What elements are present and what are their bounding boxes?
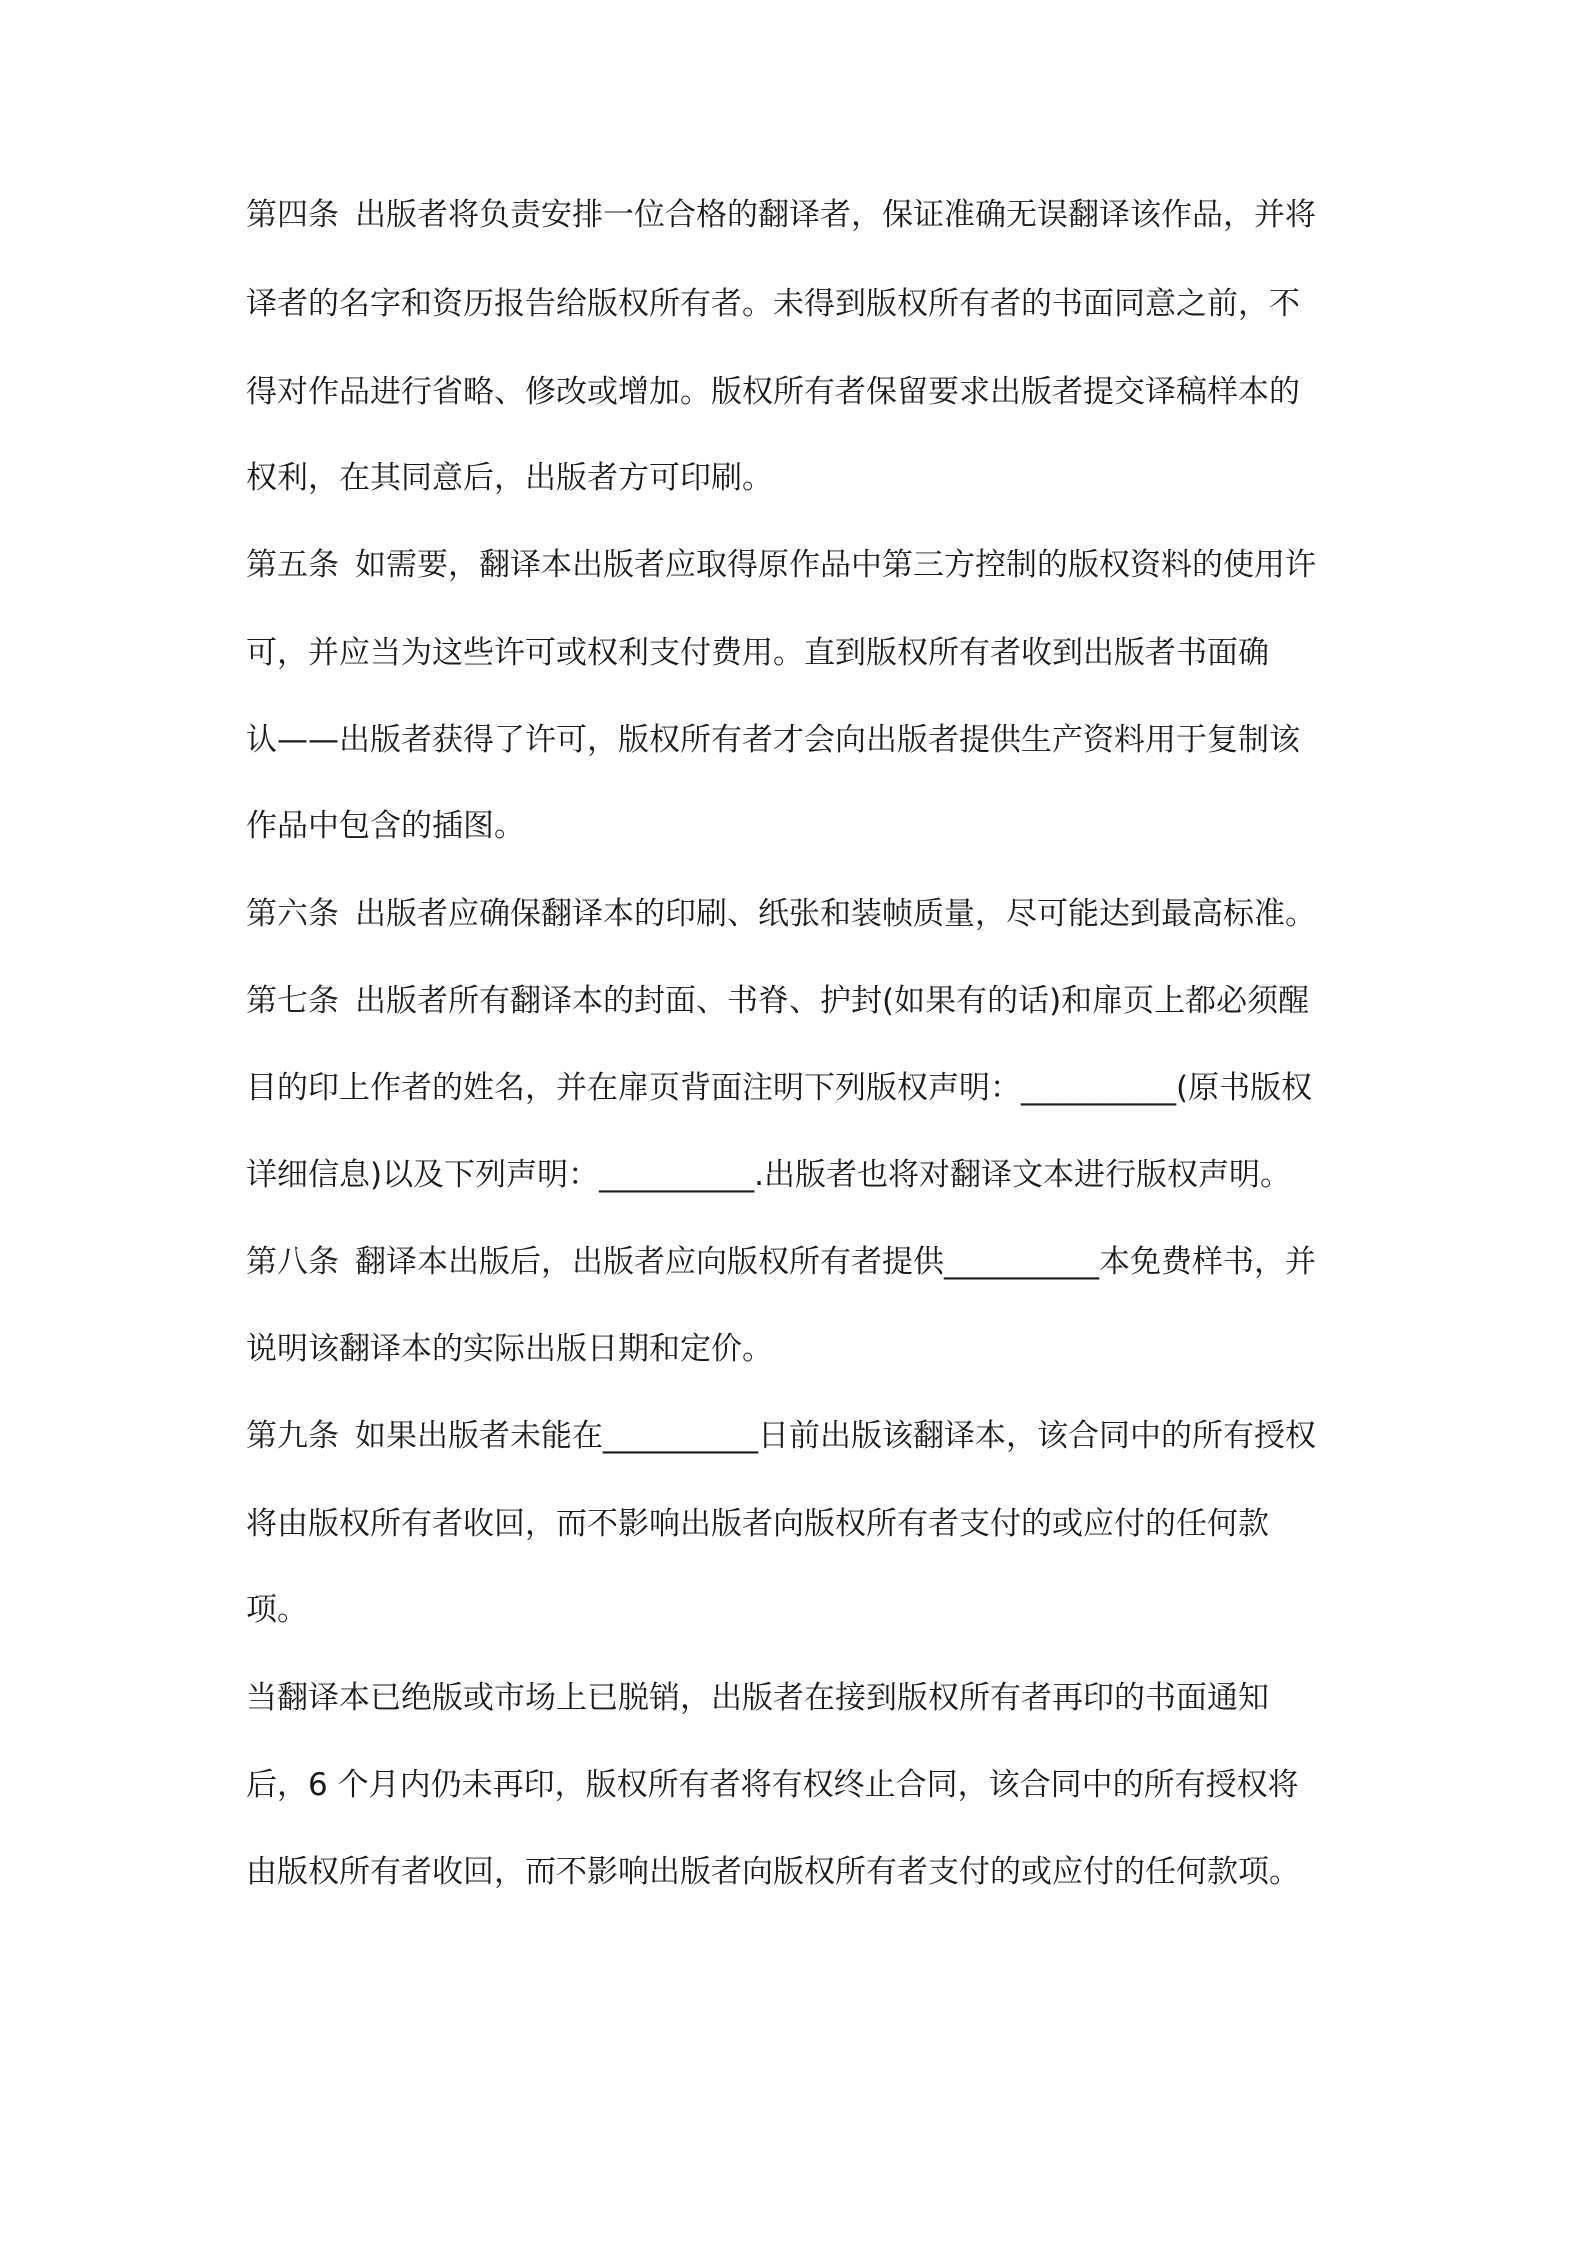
line-text: 如果出版者未能在__________日前出版该翻译本，该合同中的所有授权 [355, 1418, 1316, 1454]
line-text: 当翻译本已绝版或市场上已脱销，出版者在接到版权所有者再印的书面通知 [246, 1680, 1269, 1716]
article-label: 第五条 [246, 547, 339, 583]
line-text: 译者的名字和资历报告给版权所有者。未得到版权所有者的书面同意之前，不 [246, 286, 1300, 322]
paragraph-line-1 [246, 1676, 1356, 1720]
line-text: 说明该翻译本的实际出版日期和定价。 [246, 1331, 773, 1367]
line-text: 详细信息)以及下列声明：__________.出版者也将对翻译文本进行版权声明。 [246, 1157, 1291, 1193]
line-text: 权利，在其同意后，出版者方可印刷。 [246, 460, 773, 496]
article-5-line-2 [246, 631, 1356, 675]
line-text: 作品中包含的插图。 [246, 808, 525, 844]
article-7-line-3 [246, 1153, 1356, 1197]
article-label: 第四条 [246, 197, 339, 233]
line-text: 目的印上作者的姓名，并在扉页背面注明下列版权声明：__________(原书版权 [246, 1070, 1313, 1106]
line-text: 出版者所有翻译本的封面、书脊、护封(如果有的话)和扉页上都必须醒 [355, 983, 1310, 1019]
article-8-line-2 [246, 1327, 1356, 1371]
article-4-line-2 [246, 282, 1356, 326]
paragraph-line-3 [246, 1850, 1356, 1894]
paragraph-line-2 [246, 1763, 1356, 1807]
article-5-line-1 [246, 543, 1356, 587]
line-text: 认——出版者获得了许可，版权所有者才会向出版者提供生产资料用于复制该 [246, 722, 1300, 758]
line-text: 翻译本出版后，出版者应向版权所有者提供__________本免费样书，并 [355, 1244, 1316, 1280]
line-text: 将由版权所有者收回，而不影响出版者向版权所有者支付的或应付的任何款 [246, 1506, 1269, 1542]
article-9-line-3 [246, 1588, 1356, 1632]
article-label: 第九条 [246, 1418, 339, 1454]
article-6-line-1 [246, 892, 1356, 936]
article-9-line-1 [246, 1414, 1356, 1458]
line-text: 由版权所有者收回，而不影响出版者向版权所有者支付的或应付的任何款项。 [246, 1854, 1300, 1890]
line-text: 出版者将负责安排一位合格的翻译者，保证准确无误翻译该作品，并将 [355, 197, 1316, 233]
line-text: 后，6 个月内仍未再印，版权所有者将有权终止合同，该合同中的所有授权将 [246, 1767, 1299, 1803]
article-5-line-4 [246, 804, 1356, 848]
article-8-line-1 [246, 1240, 1356, 1284]
article-4-line-1 [246, 193, 1356, 237]
article-9-line-2 [246, 1502, 1356, 1546]
article-label: 第七条 [246, 983, 339, 1019]
line-text: 项。 [246, 1592, 308, 1628]
article-4-line-4 [246, 456, 1356, 500]
article-7-line-1 [246, 979, 1356, 1023]
line-text: 出版者应确保翻译本的印刷、纸张和装帧质量，尽可能达到最高标准。 [355, 896, 1316, 932]
article-label: 第六条 [246, 896, 339, 932]
article-4-line-3 [246, 370, 1356, 414]
line-text: 如需要，翻译本出版者应取得原作品中第三方控制的版权资料的使用许 [355, 547, 1316, 583]
line-text: 可，并应当为这些许可或权利支付费用。直到版权所有者收到出版者书面确 [246, 635, 1269, 671]
article-5-line-3 [246, 718, 1356, 762]
article-label: 第八条 [246, 1244, 339, 1280]
line-text: 得对作品进行省略、修改或增加。版权所有者保留要求出版者提交译稿样本的 [246, 374, 1300, 410]
article-7-line-2 [246, 1066, 1356, 1110]
